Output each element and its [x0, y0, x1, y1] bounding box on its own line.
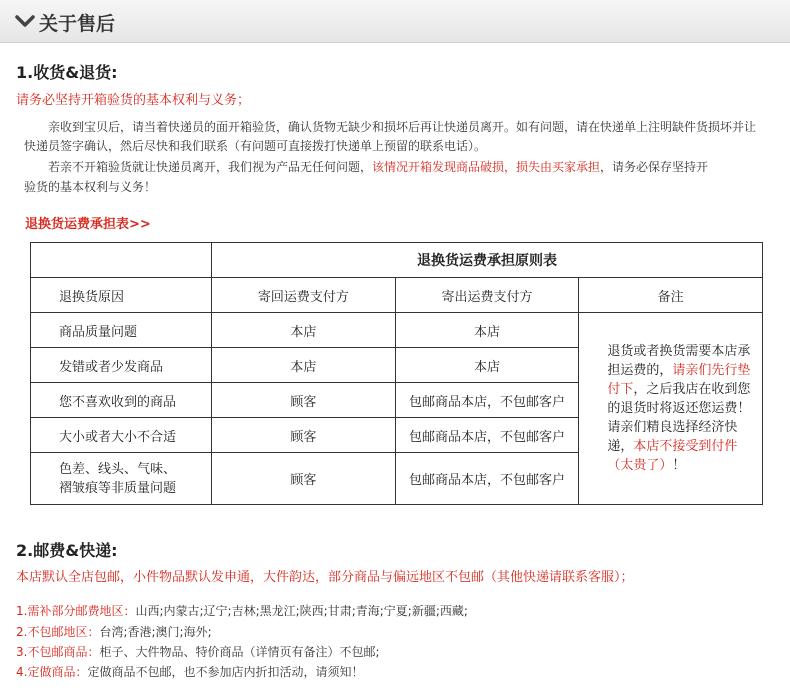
para2-text-b: ，请务必保存坚持开	[600, 160, 709, 174]
list-item-label: 1.需补部分邮费地区：	[16, 604, 136, 618]
list-item-text: 定做商品不包邮，也不参加店内折扣活动，请须知！	[87, 665, 364, 679]
list-item-text: 山西;内蒙古;辽宁;吉林;黑龙江;陕西;甘肃;青海;宁夏;新疆;西藏;	[135, 604, 468, 618]
note-red-2: 本店不接受到付件（太贵了）	[607, 439, 738, 473]
row-reason: 商品质量问题	[31, 313, 212, 348]
list-item	[16, 602, 468, 619]
list-item-label: 2.不包邮地区：	[16, 625, 100, 639]
list-item	[16, 623, 212, 640]
table-header-note: 备注	[579, 278, 763, 313]
row-send-payer: 本店	[395, 313, 579, 348]
table-header-send-payer: 寄出运费支付方	[395, 278, 579, 313]
para2-line2: 验货的基本权利与义务！	[24, 180, 157, 194]
row-reason-line2: 褶皱痕等非质量问题	[59, 480, 177, 496]
row-reason: 您不喜欢收到的商品	[31, 383, 212, 418]
list-item-label: 4.定做商品：	[16, 665, 88, 679]
row-send-payer: 包邮商品本店，不包邮客户	[395, 453, 579, 505]
list-item	[16, 643, 380, 660]
section-header	[0, 0, 790, 43]
row-reason-line1: 色差、线头、气味、	[59, 461, 177, 477]
shipping-fee-table	[30, 242, 763, 505]
row-send-payer: 本店	[395, 348, 579, 383]
table-note	[579, 313, 763, 505]
row-send-payer: 包邮商品本店，不包邮客户	[395, 418, 579, 453]
row-return-payer: 顾客	[212, 418, 396, 453]
table-row	[31, 313, 763, 348]
table-corner-cell	[31, 243, 212, 278]
section2-title: 2.邮费&快递:	[16, 541, 118, 560]
para1-line1: 亲收到宝贝后，请当着快递员的面开箱验货，确认货物无缺少和损坏后再让快递员离开。如有问题，请在快递单上注明缺件货损坏并让	[48, 120, 757, 134]
table-header-return-payer: 寄回运费支付方	[212, 278, 396, 313]
para1-line2: 快递员签字确认，然后尽快和我们联系（有问题可直接拨打快递单上预留的联系电话）。	[24, 139, 487, 153]
note-text-d: ！	[672, 458, 686, 473]
note-text-c: 请亲们精良选择经济快递，	[607, 420, 738, 454]
table-title: 退换货运费承担原则表	[212, 243, 763, 278]
row-reason: 大小或者大小不合适	[31, 418, 212, 453]
list-item-text: 台湾;香港;澳门;海外;	[99, 625, 212, 639]
row-reason	[31, 453, 212, 505]
section1-subtitle: 请务必坚持开箱验货的基本权利与义务；	[16, 93, 251, 108]
table-header-reason: 退换货原因	[31, 278, 212, 313]
note-text-a: 退货或者换货需要本店承担运费的，	[607, 344, 751, 378]
row-send-payer: 包邮商品本店，不包邮客户	[395, 383, 579, 418]
table-link[interactable]: 退换货运费承担表>>	[25, 217, 151, 232]
para2-line1	[48, 158, 708, 175]
chevron-down-icon[interactable]	[14, 11, 36, 31]
page-title: 关于售后	[39, 13, 116, 35]
row-return-payer: 顾客	[212, 383, 396, 418]
note-text-b: ，之后我店在收到您的退货时将返还您运费！	[607, 382, 751, 416]
row-return-payer: 本店	[212, 313, 396, 348]
para2-text-a: 若亲不开箱验货就让快递员离开，我们视为产品无任何问题，	[48, 160, 373, 174]
row-return-payer: 顾客	[212, 453, 396, 505]
note-red-1: 请亲们先行垫付下	[607, 363, 751, 397]
section2-subtitle: 本店默认全店包邮，小件物品默认发申通，大件韵达，部分商品与偏远地区不包邮（其他快递请联系客服）；	[16, 570, 634, 585]
section1-title: 1.收货&退货:	[16, 63, 118, 82]
list-item-label: 3.不包邮商品：	[16, 645, 100, 659]
list-item-text: 柜子、大件物品、特价商品（详情页有备注）不包邮;	[99, 645, 380, 659]
para2-warning: 该情况开箱发现商品破损，损失由买家承担	[372, 160, 601, 174]
row-reason: 发错或者少发商品	[31, 348, 212, 383]
list-item	[16, 663, 363, 680]
row-return-payer: 本店	[212, 348, 396, 383]
